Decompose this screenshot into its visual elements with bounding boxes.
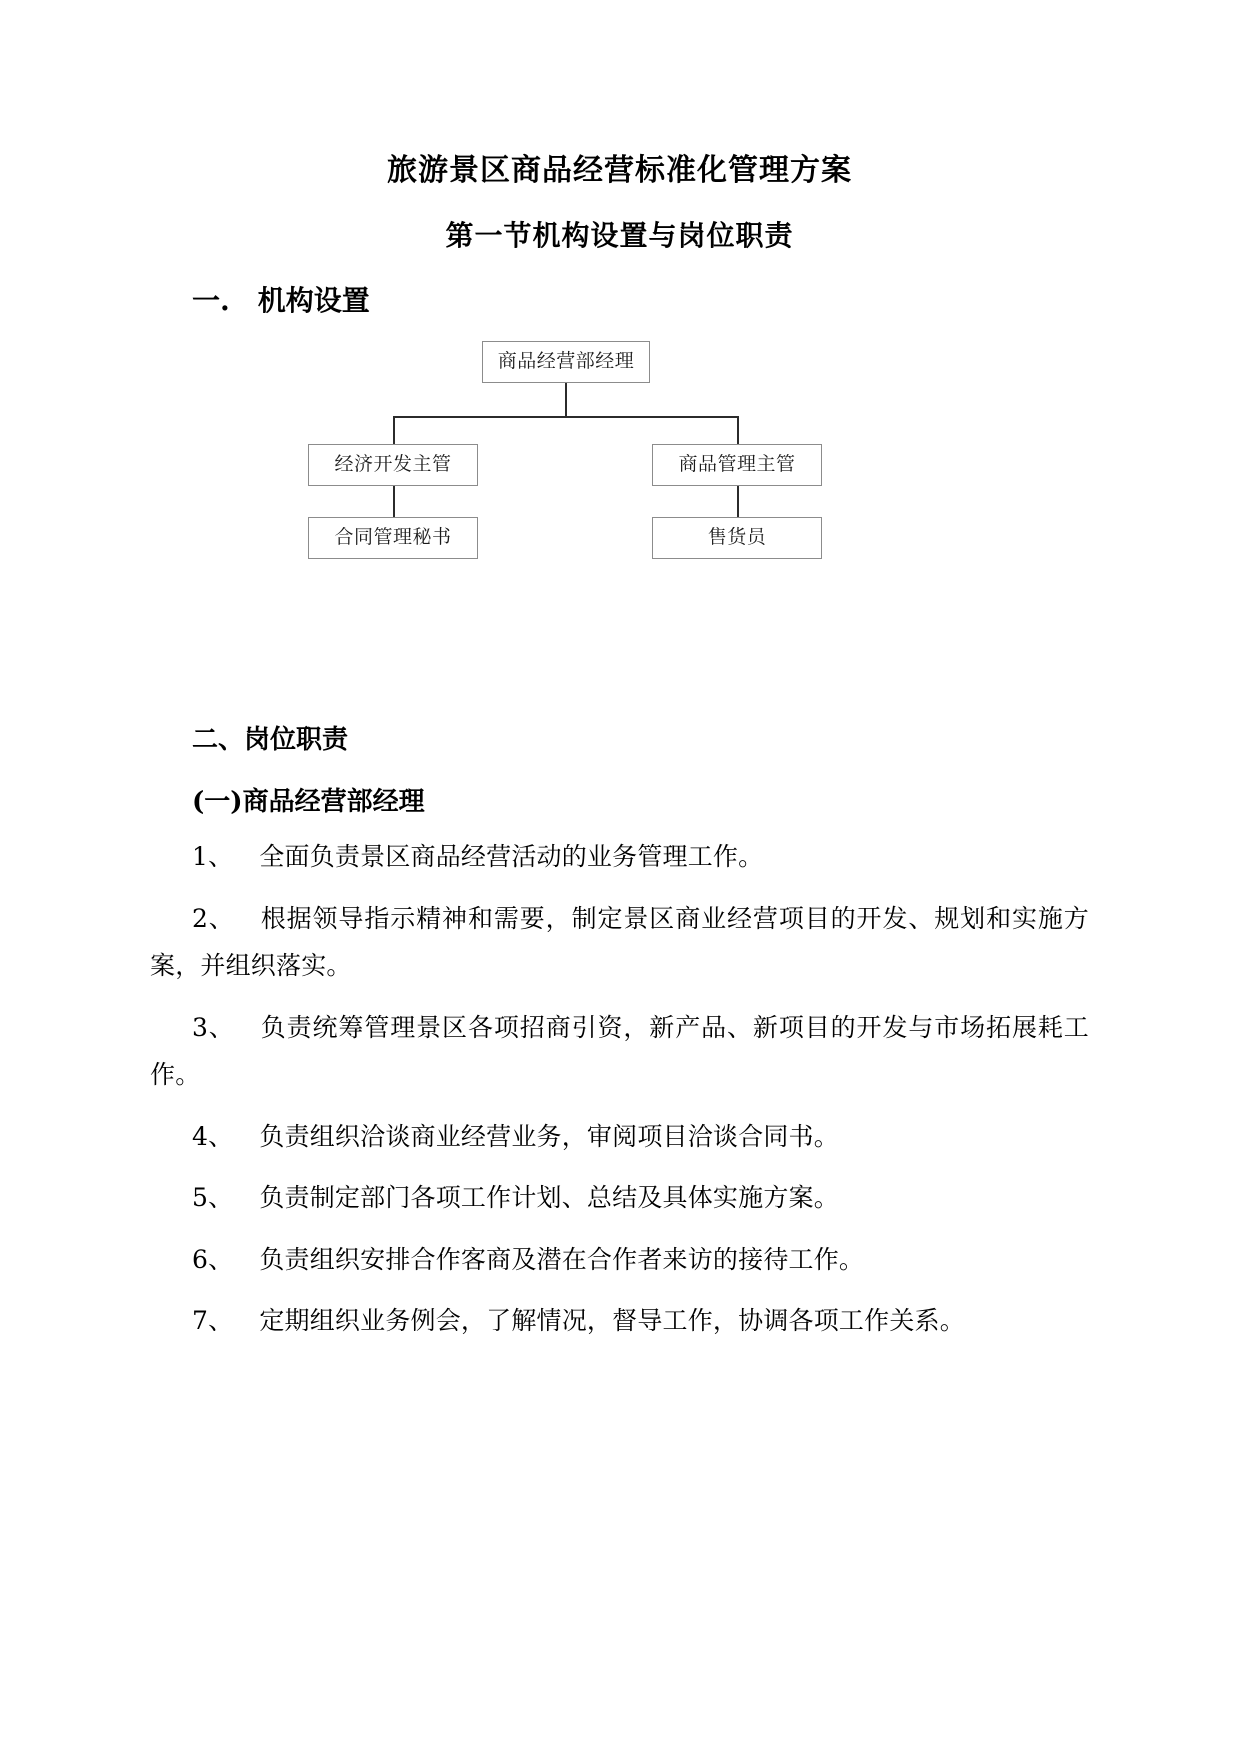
subheading-manager-duties: (一)商品经营部经理 — [192, 786, 425, 817]
heading-duties: 二、岗位职责 — [192, 724, 349, 755]
duties-item — [150, 1283, 1089, 1345]
duties-item-marker: 5、 — [192, 1183, 234, 1213]
duties-item-text: 负责制定部门各项工作计划、总结及具体实施方案。 — [259, 1183, 839, 1213]
duties-item — [150, 990, 1089, 1099]
duties-item-marker: 4、 — [192, 1121, 234, 1151]
org-node-right: 商品管理主管 — [652, 444, 822, 486]
org-node-right-child: 售货员 — [652, 517, 822, 559]
connector-root-down — [565, 383, 567, 417]
org-node-left: 经济开发主管 — [308, 444, 478, 486]
document-subtitle: 第一节机构设置与岗位职责 — [445, 218, 794, 252]
org-node-root: 商品经营部经理 — [482, 341, 650, 383]
duties-item — [150, 1222, 1089, 1284]
duties-item — [150, 881, 1089, 990]
duties-item-text: 负责组织安排合作客商及潜在合作者来访的接待工作。 — [259, 1244, 865, 1274]
duties-item-text: 负责组织洽谈商业经营业务，审阅项目洽谈合同书。 — [259, 1121, 839, 1151]
connector-horizontal-bar — [393, 416, 739, 418]
duties-item-text: 定期组织业务例会，了解情况，督导工作，协调各项工作关系。 — [259, 1306, 965, 1336]
duties-item-text: 全面负责景区商品经营活动的业务管理工作。 — [259, 842, 764, 872]
duties-item-marker: 2、 — [192, 903, 235, 933]
duties-list — [150, 819, 1089, 1345]
duties-item — [150, 1099, 1089, 1161]
heading-org-setup-label: 机构设置 — [257, 283, 370, 317]
duties-item-marker: 6、 — [192, 1244, 234, 1274]
duties-item-text: 根据领导指示精神和需要，制定景区商业经营项目的开发、规划和实施方案，并组织落实。 — [150, 903, 1089, 981]
heading-org-setup-number: 一. — [192, 283, 230, 317]
duties-item-text: 负责统筹管理景区各项招商引资，新产品、新项目的开发与市场拓展耗工作。 — [150, 1012, 1089, 1090]
heading-org-setup — [150, 253, 1089, 319]
connector-left-up — [393, 416, 395, 444]
duties-item-marker: 7、 — [192, 1306, 234, 1336]
duties-item — [150, 1160, 1089, 1222]
connector-right-up — [737, 416, 739, 444]
document-title: 旅游景区商品经营标准化管理方案 — [387, 153, 852, 188]
organization-chart — [150, 331, 1089, 606]
duties-item — [150, 819, 1089, 881]
connector-left-down — [393, 486, 395, 517]
duties-item-marker: 1、 — [192, 842, 234, 872]
connector-right-down — [737, 486, 739, 517]
duties-item-marker: 3、 — [192, 1012, 235, 1042]
org-node-left-child: 合同管理秘书 — [308, 517, 478, 559]
